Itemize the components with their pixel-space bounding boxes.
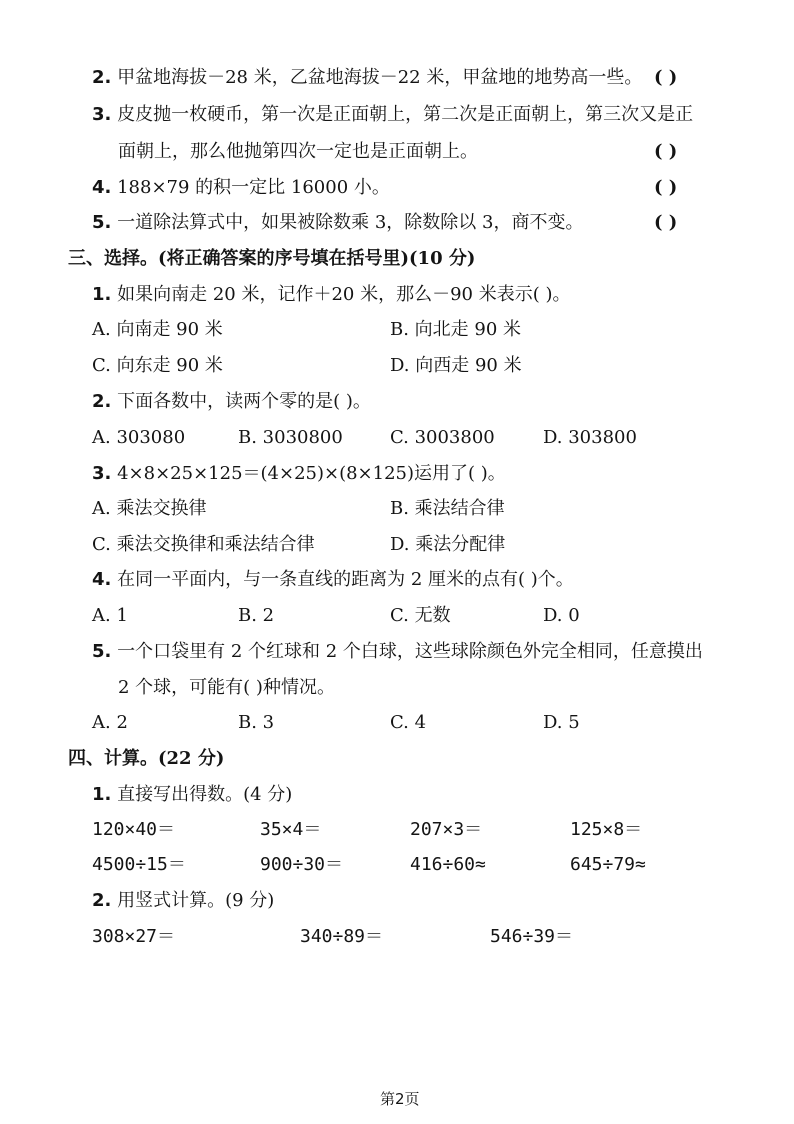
item-text: 一个口袋里有 2 个红球和 2 个白球，这些球除颜色外完全相同，任意摸出 [117, 641, 703, 662]
item-text: 甲盆地海拔－28 米，乙盆地海拔－22 米，甲盆地的地势高一些。 [117, 67, 643, 88]
calc-expression: 4500÷15＝ [92, 854, 186, 875]
option-c[interactable]: C. 4 [390, 712, 427, 733]
item-number: 1. [92, 784, 112, 805]
item-text: 用竖式计算。(9 分) [117, 890, 275, 911]
item-number: 4. [92, 177, 112, 198]
option-d[interactable]: D. 0 [543, 605, 580, 626]
answer-paren[interactable]: ( ) [654, 141, 678, 162]
calc-expression: 207×3＝ [410, 819, 483, 840]
choice-q1 [92, 283, 570, 307]
judge-item-2 [92, 66, 642, 90]
calc-expression: 125×8＝ [570, 819, 643, 840]
calc-expression: 308×27＝ [92, 926, 176, 947]
item-number: 1. [92, 284, 112, 305]
calc-expression: 900÷30＝ [260, 854, 344, 875]
calc-expression: 340÷89＝ [300, 926, 384, 947]
option-a[interactable]: A. 2 [92, 712, 128, 733]
option-a[interactable]: A. 303080 [92, 427, 186, 448]
choice-q4 [92, 568, 574, 592]
option-d[interactable]: D. 乘法分配律 [390, 534, 506, 555]
calc-expression: 120×40＝ [92, 819, 176, 840]
option-c[interactable]: C. 向东走 90 米 [92, 355, 223, 376]
option-b[interactable]: B. 3030800 [238, 427, 343, 448]
calc-part-1 [92, 783, 292, 807]
option-a[interactable]: A. 乘法交换律 [92, 498, 207, 519]
choice-q5-line2: 2 个球，可能有( )种情况。 [118, 677, 335, 698]
calc-expression: 35×4＝ [260, 819, 322, 840]
item-text: 直接写出得数。(4 分) [117, 784, 293, 805]
option-b[interactable]: B. 乘法结合律 [390, 498, 505, 519]
item-text: 一道除法算式中，如果被除数乘 3，除数除以 3，商不变。 [117, 212, 584, 233]
answer-paren[interactable]: ( ) [654, 177, 678, 198]
item-number: 3. [92, 463, 112, 484]
item-text: 皮皮抛一枚硬币，第一次是正面朝上，第二次是正面朝上，第三次又是正 [117, 104, 694, 125]
judge-item-4 [92, 176, 390, 200]
calc-expression: 416÷60≈ [410, 854, 486, 875]
answer-paren[interactable]: ( ) [654, 67, 678, 88]
section-heading-choice: 三、选择。(将正确答案的序号填在括号里)(10 分) [68, 248, 476, 269]
option-b[interactable]: B. 向北走 90 米 [390, 319, 522, 340]
item-text: 如果向南走 20 米，记作＋20 米，那么－90 米表示( )。 [117, 284, 571, 305]
item-number: 2. [92, 890, 112, 911]
item-text: 下面各数中，读两个零的是( )。 [117, 391, 371, 412]
option-d[interactable]: D. 5 [543, 712, 580, 733]
item-number: 5. [92, 212, 112, 233]
option-d[interactable]: D. 向西走 90 米 [390, 355, 522, 376]
choice-q3 [92, 462, 506, 486]
item-text: 在同一平面内，与一条直线的距离为 2 厘米的点有( )个。 [117, 569, 574, 590]
item-number: 5. [92, 641, 112, 662]
choice-q2 [92, 390, 371, 414]
option-c[interactable]: C. 无数 [390, 605, 451, 626]
option-a[interactable]: A. 向南走 90 米 [92, 319, 223, 340]
option-a[interactable]: A. 1 [92, 605, 128, 626]
item-number: 2. [92, 391, 112, 412]
judge-item-3 [92, 103, 693, 127]
calc-expression: 546÷39＝ [490, 926, 574, 947]
item-number: 2. [92, 67, 112, 88]
page-number: 第2页 [380, 1090, 420, 1108]
choice-q5 [92, 640, 703, 664]
item-number: 4. [92, 569, 112, 590]
option-d[interactable]: D. 303800 [543, 427, 637, 448]
item-number: 3. [92, 104, 112, 125]
option-c[interactable]: C. 3003800 [390, 427, 495, 448]
section-heading-calc: 四、计算。(22 分) [68, 748, 225, 769]
calc-expression: 645÷79≈ [570, 854, 646, 875]
judge-item-3-line2: 面朝上，那么他抛第四次一定也是正面朝上。 [118, 141, 478, 162]
option-b[interactable]: B. 2 [238, 605, 275, 626]
item-text: 188×79 的积一定比 16000 小。 [117, 177, 390, 198]
judge-item-5 [92, 211, 583, 235]
item-text: 4×8×25×125＝(4×25)×(8×125)运用了( )。 [117, 463, 506, 484]
calc-part-2 [92, 889, 274, 913]
option-b[interactable]: B. 3 [238, 712, 275, 733]
answer-paren[interactable]: ( ) [654, 212, 678, 233]
option-c[interactable]: C. 乘法交换律和乘法结合律 [92, 534, 315, 555]
